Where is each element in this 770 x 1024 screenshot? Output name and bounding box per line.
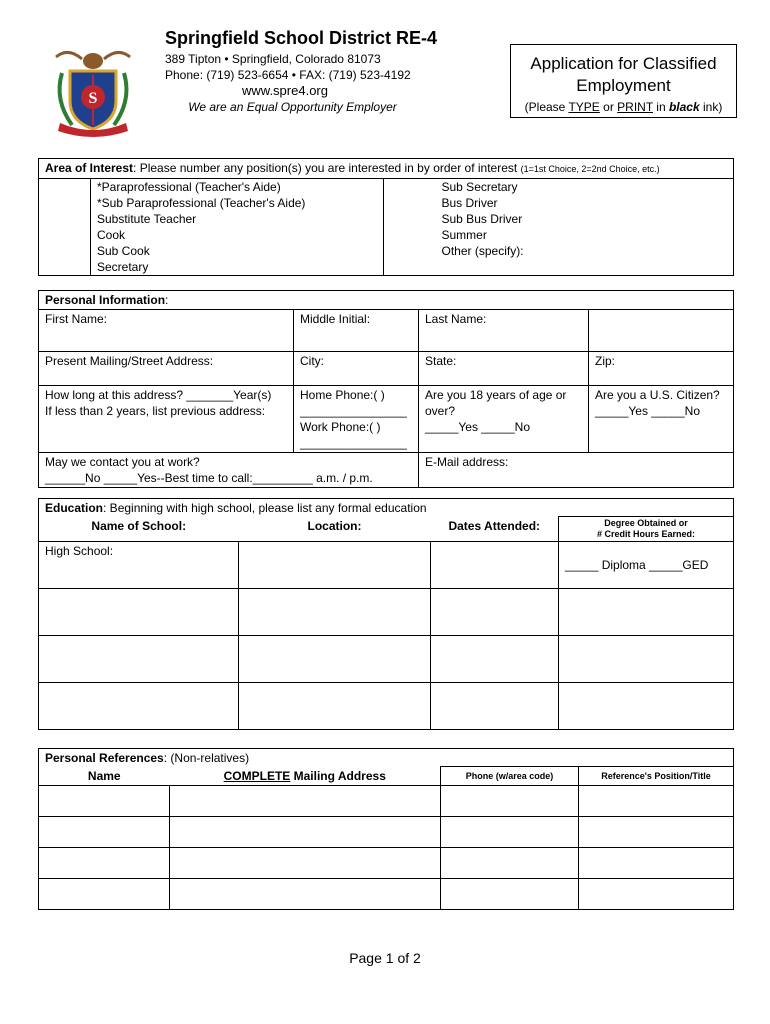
state-field[interactable]: State:	[419, 352, 589, 386]
area-of-interest-heading: Area of Interest: Please number any position(s) you are interested in by order of interest (1=1st Choice, 2=2nd Choice, etc.)	[39, 159, 734, 179]
edu-school-4[interactable]	[39, 683, 239, 730]
education-table	[38, 498, 734, 730]
edu-location-3[interactable]	[239, 636, 431, 683]
ref-phone-2[interactable]	[441, 817, 579, 848]
citizen-question[interactable]: Are you a U.S. Citizen? _____Yes _____No	[589, 386, 734, 453]
edu-school-2[interactable]	[39, 589, 239, 636]
edu-degree-3[interactable]	[559, 636, 734, 683]
application-title-box	[510, 44, 737, 118]
aoi-item-right-3[interactable]: Summer	[436, 227, 734, 243]
email-field[interactable]: E-Mail address:	[419, 453, 734, 488]
ref-name-2[interactable]	[39, 817, 170, 848]
ref-address-4[interactable]	[170, 879, 441, 910]
ref-phone-3[interactable]	[441, 848, 579, 879]
ref-position-2[interactable]	[579, 817, 734, 848]
middle-initial-field[interactable]: Middle Initial:	[294, 310, 419, 352]
district-crest-icon	[48, 45, 138, 137]
col-ref-phone: Phone (w/area code)	[441, 767, 579, 786]
how-long-field[interactable]: How long at this address? _______Year(s) If less than 2 years, list previous address:	[39, 386, 294, 453]
edu-degree-2[interactable]	[559, 589, 734, 636]
edu-location-1[interactable]	[239, 542, 431, 589]
aoi-item-left-0[interactable]: *Paraprofessional (Teacher's Aide)	[91, 179, 384, 196]
name-extra-field[interactable]	[589, 310, 734, 352]
ref-phone-1[interactable]	[441, 786, 579, 817]
aoi-item-right-0[interactable]: Sub Secretary	[436, 179, 734, 196]
ref-position-4[interactable]	[579, 879, 734, 910]
aoi-item-left-2[interactable]: Substitute Teacher	[91, 211, 384, 227]
district-address: 389 Tipton • Springfield, Colorado 81073	[165, 52, 381, 66]
eeo-statement: We are an Equal Opportunity Employer	[188, 100, 397, 114]
district-phone-fax: Phone: (719) 523-6654 • FAX: (719) 523-4192	[165, 68, 411, 82]
ref-address-2[interactable]	[170, 817, 441, 848]
col-ref-address: COMPLETE Mailing Address	[170, 767, 441, 786]
phone-fields[interactable]: Home Phone:( ) ________________ Work Phone:( ) ________________	[294, 386, 419, 453]
first-name-field[interactable]: First Name:	[39, 310, 294, 352]
aoi-item-left-1[interactable]: *Sub Paraprofessional (Teacher's Aide)	[91, 195, 384, 211]
edu-dates-2[interactable]	[431, 589, 559, 636]
edu-dates-3[interactable]	[431, 636, 559, 683]
edu-dates-4[interactable]	[431, 683, 559, 730]
col-ref-position: Reference's Position/Title	[579, 767, 734, 786]
aoi-item-left-4[interactable]: Sub Cook	[91, 243, 384, 259]
age-question[interactable]: Are you 18 years of age or over? _____Yes _____No	[419, 386, 589, 453]
high-school-field[interactable]: High School:	[39, 542, 239, 589]
col-location: Location:	[307, 518, 362, 533]
ref-address-3[interactable]	[170, 848, 441, 879]
education-heading: Education: Beginning with high school, please list any formal education	[39, 499, 734, 517]
edu-dates-1[interactable]	[431, 542, 559, 589]
edu-location-2[interactable]	[239, 589, 431, 636]
last-name-field[interactable]: Last Name:	[419, 310, 589, 352]
ref-name-3[interactable]	[39, 848, 170, 879]
ref-address-1[interactable]	[170, 786, 441, 817]
district-website: www.spre4.org	[242, 83, 328, 98]
ref-position-3[interactable]	[579, 848, 734, 879]
aoi-item-left-3[interactable]: Cook	[91, 227, 384, 243]
edu-location-4[interactable]	[239, 683, 431, 730]
aoi-item-right-1[interactable]: Bus Driver	[436, 195, 734, 211]
col-ref-name: Name	[39, 767, 170, 786]
references-table	[38, 748, 734, 910]
city-field[interactable]: City:	[294, 352, 419, 386]
personal-info-heading: Personal Information:	[39, 291, 734, 310]
ref-position-1[interactable]	[579, 786, 734, 817]
aoi-item-left-5[interactable]: Secretary	[91, 259, 384, 276]
app-title-line-2: Employment	[576, 76, 671, 95]
app-instructions: (Please TYPE or PRINT in black ink)	[524, 100, 723, 114]
ref-name-1[interactable]	[39, 786, 170, 817]
area-of-interest-table	[38, 158, 734, 276]
edu-degree-4[interactable]	[559, 683, 734, 730]
district-name: Springfield School District RE-4	[165, 28, 438, 48]
page-number: Page 1 of 2	[349, 950, 421, 966]
app-title-line-1: Application for Classified	[530, 54, 717, 73]
col-degree: Degree Obtained or # Credit Hours Earned:	[559, 517, 734, 542]
aoi-item-right-5	[436, 259, 734, 276]
references-heading: Personal References: (Non-relatives)	[39, 749, 734, 767]
personal-info-table	[38, 290, 734, 488]
contact-at-work-field[interactable]: May we contact you at work? ______No _____Yes--Best time to call:_________ a.m. / p.m.	[39, 453, 419, 488]
aoi-item-right-2[interactable]: Sub Bus Driver	[436, 211, 734, 227]
aoi-item-right-4[interactable]: Other (specify):	[436, 243, 734, 259]
col-school-name: Name of School:	[39, 517, 239, 542]
col-dates-attended: Dates Attended:	[431, 517, 559, 542]
svg-text:S: S	[88, 90, 98, 107]
edu-school-3[interactable]	[39, 636, 239, 683]
ref-name-4[interactable]	[39, 879, 170, 910]
diploma-ged-field[interactable]: _____ Diploma _____GED	[559, 542, 734, 589]
zip-field[interactable]: Zip:	[589, 352, 734, 386]
ref-phone-4[interactable]	[441, 879, 579, 910]
street-address-field[interactable]: Present Mailing/Street Address:	[39, 352, 294, 386]
